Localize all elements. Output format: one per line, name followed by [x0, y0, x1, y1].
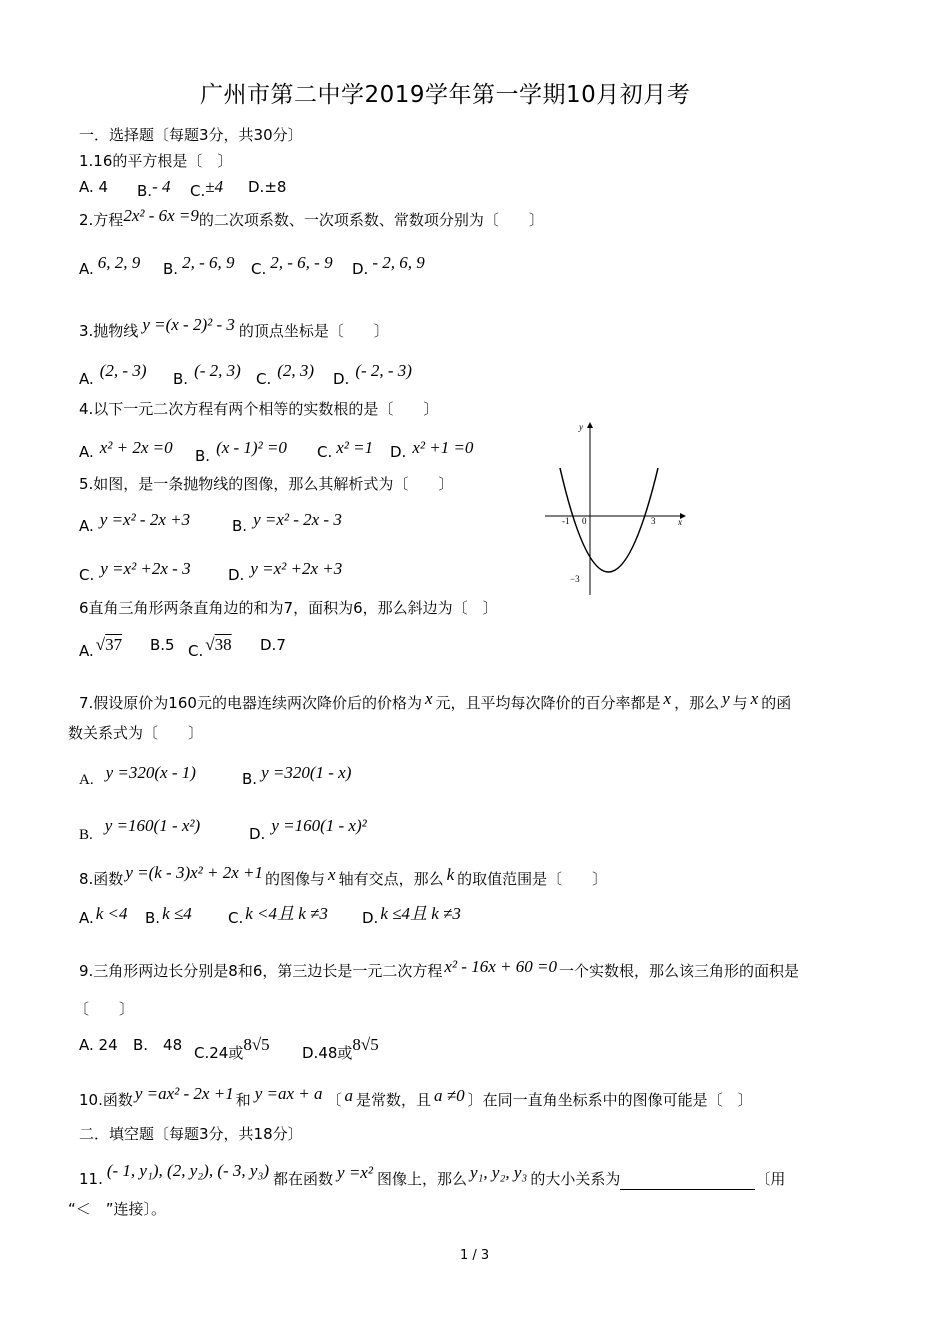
parabola-curve [560, 468, 658, 572]
q4-option-d: D. x² +1 =0 [390, 438, 474, 461]
tick-neg1: -1 [562, 516, 570, 526]
q6-option-c: C. √38 [188, 635, 232, 660]
q7-stem-line1: 7.假设原价为160元的电器连续两次降价后的价格为 x 元，且平均每次降价的百分率都是 x ，那么 y 与 x 的函 [79, 689, 792, 712]
q6-stem: 6直角三角形两条直角边的和为7，面积为6，那么斜边为〔 〕 [79, 599, 498, 617]
q4-option-b: B. (x - 1)² =0 [195, 438, 287, 465]
section-heading-fill: 二．填空题〔每题3分，共18分〕 [79, 1125, 303, 1143]
q1-stem: 1.16的平方根是〔 〕 [79, 152, 233, 170]
parabola-graph [540, 420, 690, 600]
q1-option-c: C.±4 [190, 177, 224, 200]
tick-three: 3 [651, 516, 656, 526]
q11-stem-line2: “＜ ”连接〕。 [68, 1200, 167, 1218]
q10-stem: 10.函数 y =ax² - 2x +1 和 y =ax + a 〔 a 是常数，且 a ≠0 〕在同一直角坐标系中的图像可能是〔 〕 [79, 1084, 753, 1109]
page-title: 广州市第二中学2019学年第一学期10月初月考 [200, 82, 691, 108]
q9-option-b: B. 48 [133, 1036, 183, 1054]
q2-option-c: C. 2, - 6, - 9 [251, 253, 333, 278]
q4-stem: 4.以下一元二次方程有两个相等的实数根的是〔 〕 [79, 400, 439, 418]
q9-stem: 9.三角形两边长分别是8和6，第三边长是一元二次方程 x² - 16x + 60 =0 一个实数根，那么该三角形的面积是 [79, 957, 799, 980]
q8-option-c: C. k <4且 k ≠3 [228, 904, 328, 927]
y-axis-label: y [579, 422, 583, 432]
q11-stem: 11. (- 1, y₁), (2, y₂), (- 3, y₃) 都在函数 y =x² 图像上，那么 y₁, y₂, y₃ 的大小关系为 〔用 [79, 1161, 786, 1188]
q2-option-b: B. 2, - 6, 9 [163, 253, 235, 278]
q1-option-a: A. 4 [79, 178, 109, 196]
q9-option-d: D.48或8√5 [302, 1035, 379, 1062]
section-heading-choice: 一．选择题〔每题3分，共30分〕 [79, 126, 303, 144]
q8-option-d: D. k ≤4且 k ≠3 [362, 904, 461, 927]
q6-option-b: B.5 [150, 636, 175, 654]
q8-stem: 8.函数 y =(k - 3)x² + 2x +1 的图像与 x 轴有交点，那么 k 的取值范围是〔 〕 [79, 863, 608, 888]
tick-zero: 0 [582, 516, 587, 526]
q6-option-d: D.7 [260, 636, 286, 654]
q3-stem: 3.抛物线 y =(x - 2)² - 3 的顶点坐标是〔 〕 [79, 315, 389, 340]
q7-stem-line2: 数关系式为〔 〕 [68, 724, 204, 742]
q5-option-a: A. y =x² - 2x +3 [79, 510, 191, 535]
q2-stem: 2.方程2x² - 6x =9的二次项系数、一次项系数、常数项分别为〔 〕 [79, 206, 544, 229]
q9-option-a: A. 24 [79, 1036, 118, 1054]
q7-option-a: A. y =320(x - 1) [79, 763, 196, 788]
tick-neg3: −3 [570, 574, 580, 584]
q8-option-a: A. k <4 [79, 904, 128, 927]
q5-stem: 5.如图，是一条抛物线的图像，那么其解析式为〔 〕 [79, 475, 454, 493]
q3-option-c: C. (2, 3) [256, 361, 315, 388]
q7-option-b: B. y =320(1 - x) [242, 763, 352, 788]
q4-option-c: C. x² =1 [317, 438, 374, 461]
q3-option-d: D. (- 2, - 3) [333, 361, 412, 388]
q5-option-b: B. y =x² - 2x - 3 [232, 510, 342, 535]
q6-option-a: A. √37 [79, 635, 123, 660]
page-number: 1 / 3 [460, 1248, 490, 1263]
q5-option-c: C. y =x² +2x - 3 [79, 559, 191, 584]
q7-option-d: D. y =160(1 - x)² [249, 816, 367, 843]
q7-option-c: B. y =160(1 - x²) [79, 816, 201, 843]
q3-option-a: A. (2, - 3) [79, 361, 147, 388]
q2-option-a: A. 6, 2, 9 [79, 253, 141, 278]
q11-answer-blank[interactable] [620, 1173, 755, 1190]
q4-option-a: A. x² + 2x =0 [79, 438, 173, 461]
q1-option-b: B.- 4 [137, 177, 171, 200]
q5-option-d: D. y =x² +2x +3 [228, 559, 343, 584]
x-axis-label: x [678, 517, 682, 527]
q9-option-c: C.24或8√5 [194, 1035, 270, 1062]
q8-option-b: B. k ≤4 [145, 904, 192, 927]
q1-option-d: D.±8 [248, 178, 287, 196]
q2-option-d: D. - 2, 6, 9 [352, 253, 425, 278]
q3-option-b: B. (- 2, 3) [173, 361, 241, 388]
q9-answer-paren: 〔 〕 [74, 1000, 135, 1018]
